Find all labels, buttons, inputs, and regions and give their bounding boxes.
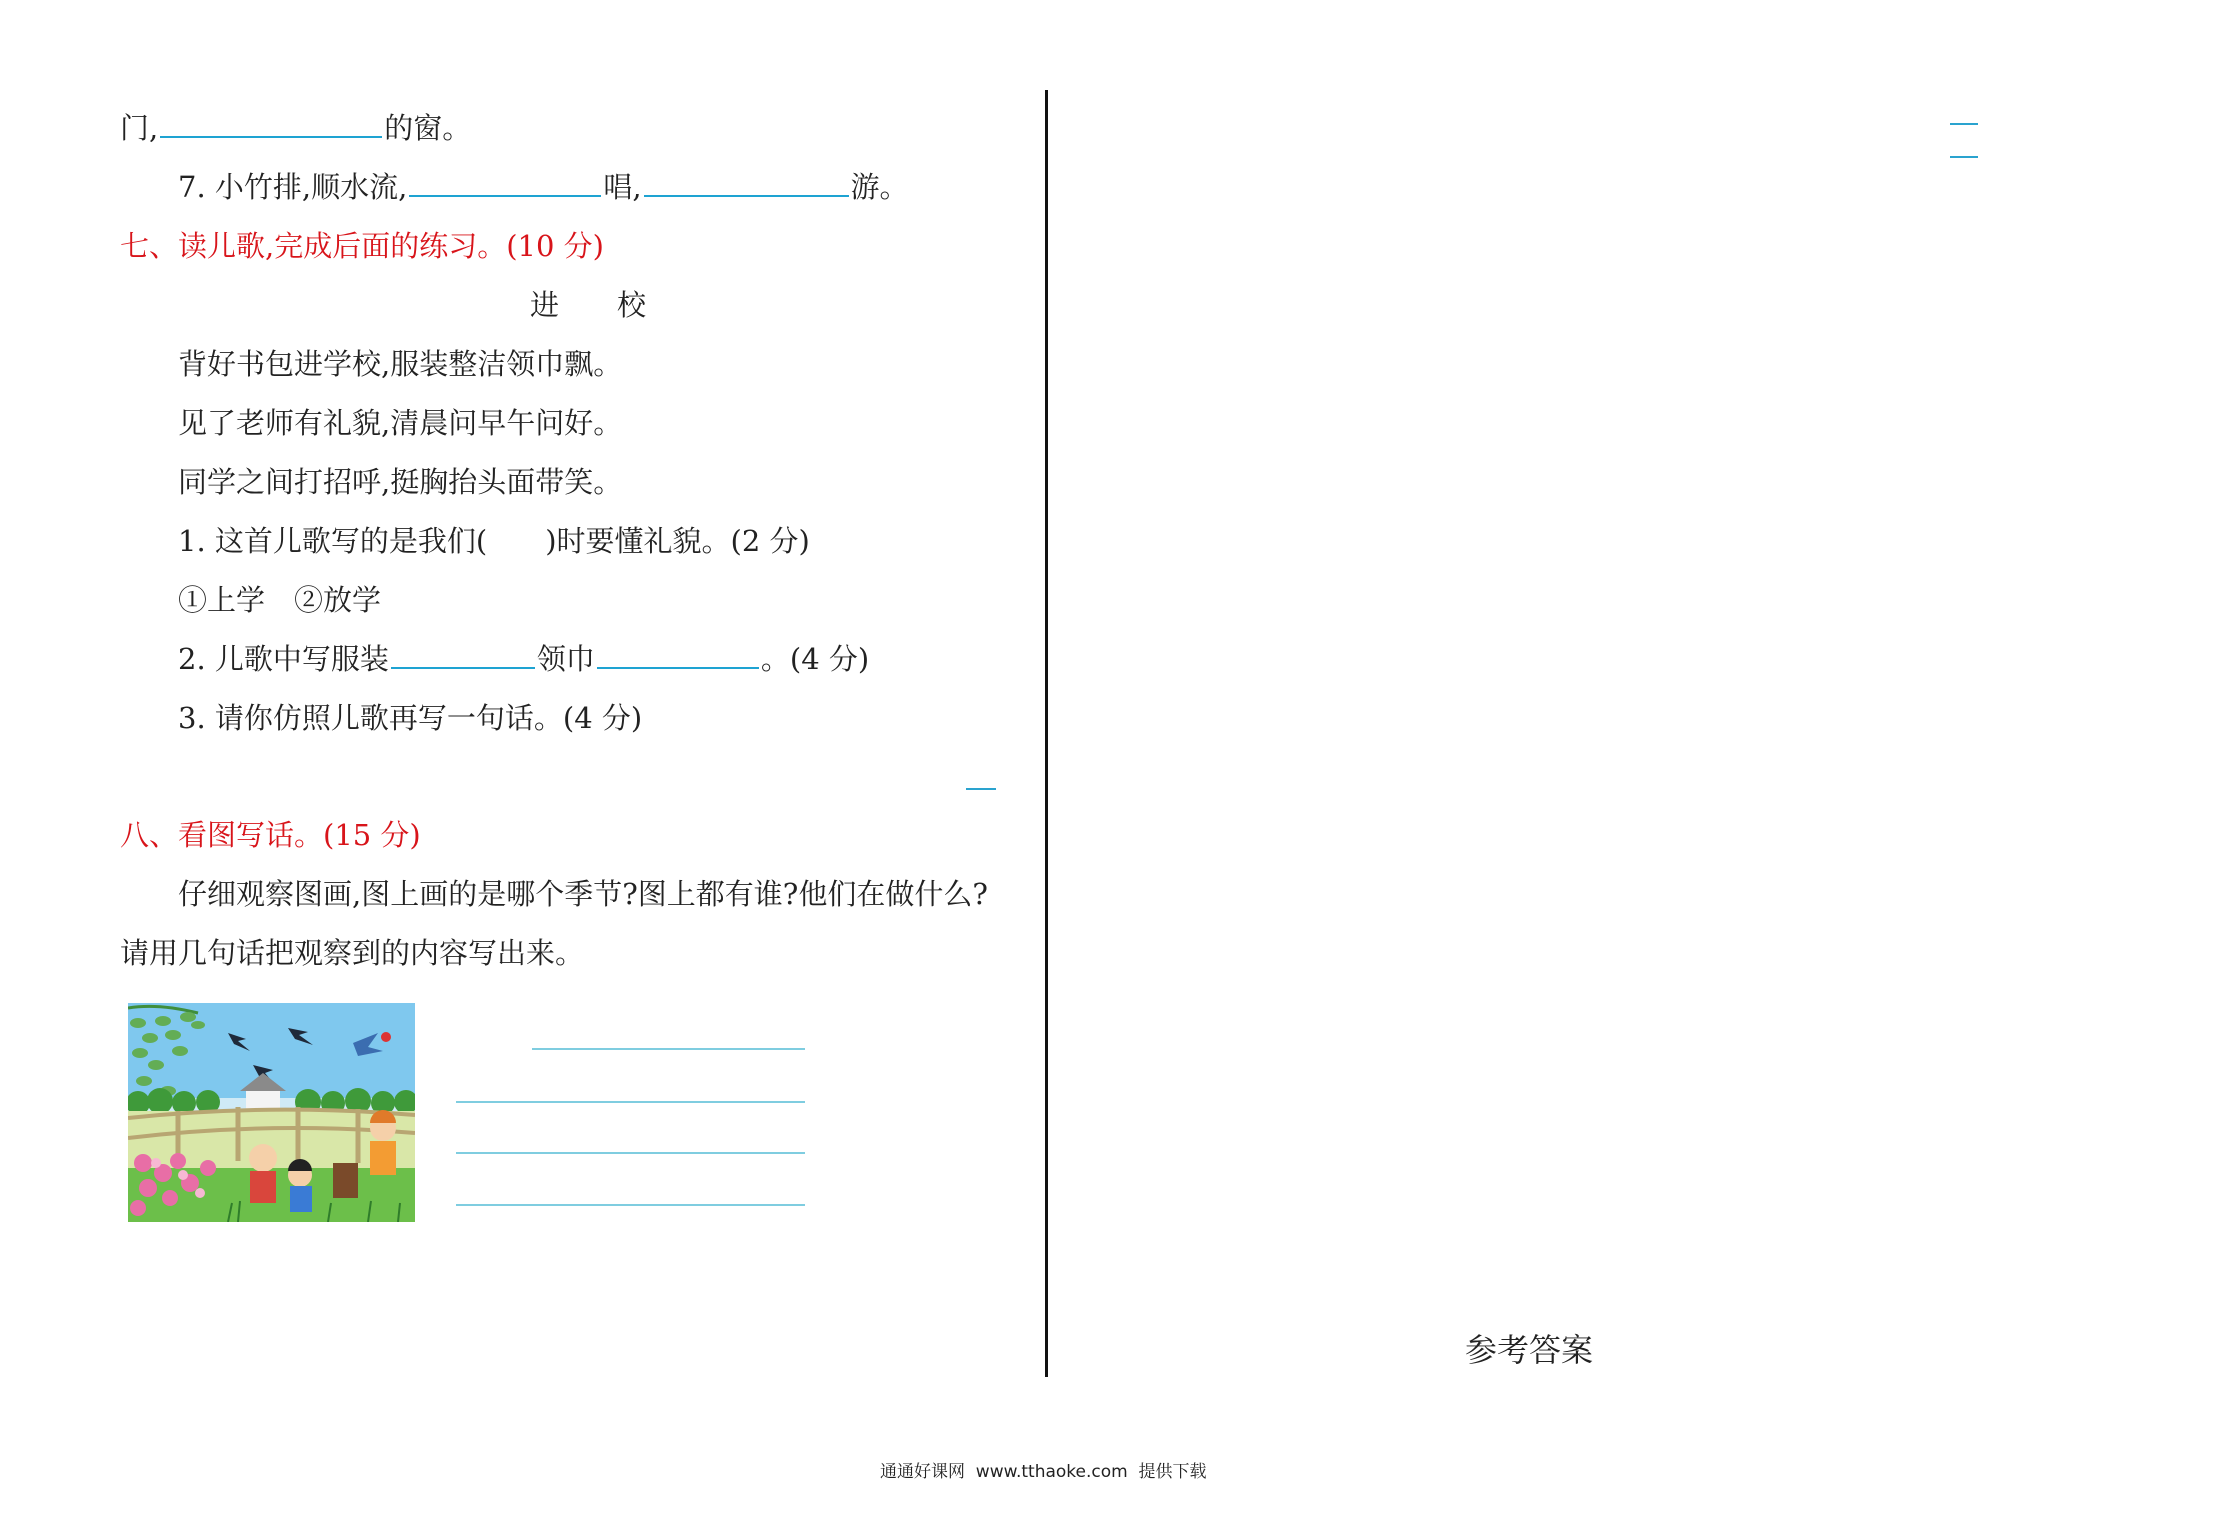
question-2-text: 领巾: [536, 642, 595, 676]
poem-line: 同学之间打招呼,挺胸抬头面带笑。: [178, 465, 623, 499]
spring-scene-picture: [128, 1003, 415, 1222]
question-1: 1. 这首儿歌写的是我们( )时要懂礼貌。(2 分): [178, 524, 810, 558]
writing-line[interactable]: [532, 1048, 805, 1050]
section-8-heading: 八、看图写话。(15 分): [120, 818, 421, 852]
writing-line[interactable]: [456, 1101, 805, 1103]
answer-line-short[interactable]: [1950, 156, 1978, 158]
writing-prompt-line-1: 仔细观察图画,图上画的是哪个季节?图上都有谁?他们在做什么?: [178, 877, 988, 911]
section-7-heading: 七、读儿歌,完成后面的练习。(10 分): [120, 229, 604, 263]
writing-prompt-line-2: 请用几句话把观察到的内容写出来。: [120, 936, 585, 970]
question-7-text: 7. 小竹排,顺水流,: [178, 170, 408, 204]
question-7-text: 唱,: [603, 170, 642, 204]
answer-blank[interactable]: [160, 114, 382, 138]
answer-key-title: 参考答案: [1465, 1331, 1594, 1369]
column-divider: [1045, 90, 1048, 1377]
poem-title: 进 校: [530, 288, 647, 322]
question-2: [178, 639, 869, 679]
text-men: 门,: [120, 111, 159, 145]
writing-line[interactable]: [456, 1152, 805, 1154]
question-3: 3. 请你仿照儿歌再写一句话。(4 分): [178, 701, 643, 735]
writing-line[interactable]: [456, 1204, 805, 1206]
fill-line-window: [120, 108, 471, 148]
answer-line-short[interactable]: [1950, 123, 1978, 125]
question-7: [178, 167, 909, 207]
question-2-text: 。(4 分): [760, 642, 870, 676]
text-window: 的窗。: [384, 111, 472, 145]
answer-line-short[interactable]: [966, 788, 996, 790]
answer-blank[interactable]: [409, 173, 601, 197]
poem-line: 见了老师有礼貌,清晨问早午问好。: [178, 406, 623, 440]
footer-source: 通通好课网 www.tthaoke.com 提供下载: [880, 1462, 1207, 1482]
question-1-options: ①上学 ②放学: [178, 583, 382, 617]
answer-blank[interactable]: [597, 645, 759, 669]
answer-blank[interactable]: [644, 173, 849, 197]
poem-line: 背好书包进学校,服装整洁领巾飘。: [178, 347, 623, 381]
question-7-text: 游。: [850, 170, 909, 204]
question-2-text: 2. 儿歌中写服装: [178, 642, 389, 676]
answer-blank[interactable]: [391, 645, 535, 669]
spring-scene-illustration: [128, 1003, 415, 1222]
